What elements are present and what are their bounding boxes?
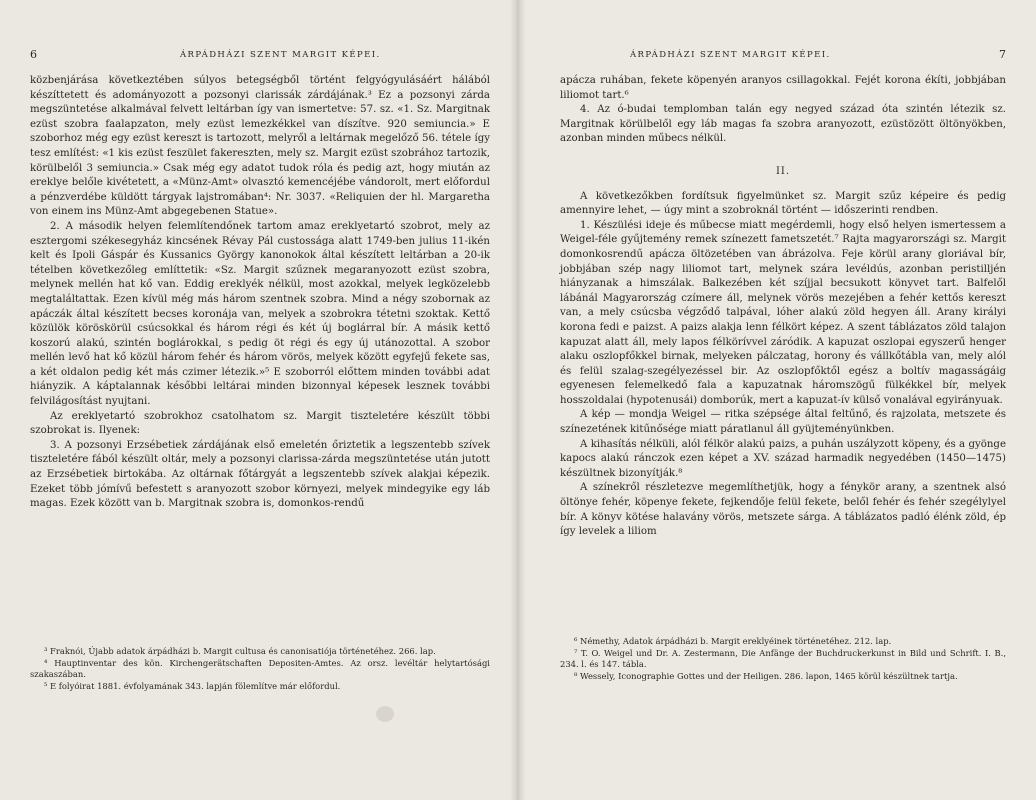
- right-paragraph: A kép — mondja Weigel — ritka szépsége által feltűnő, és rajzolata, metszete és színezetének kitűnősége miatt páratlanul áll gyüjteményünkben.: [560, 409, 1006, 436]
- right-paragraph: apácza ruhában, fekete köpenyén aranyos csillagokkal. Fejét korona ékíti, jobbjában liliomot tart.⁶: [560, 75, 1006, 101]
- left-page-body: [30, 74, 490, 512]
- left-footnotes: [30, 646, 490, 692]
- right-page: [518, 0, 1036, 800]
- footnote: ⁷ T. O. Weigel und Dr. A. Zestermann, Die Anfänge der Buchdruckerkunst in Bild und Schrift. I. B., 234. l. és 147. tábla.: [560, 647, 1006, 670]
- right-page-header: [518, 50, 1036, 64]
- right-running-title: ÁRPÁDHÁZI SZENT MARGIT KÉPEI.: [630, 50, 831, 60]
- right-paragraph: A kihasítás nélküli, alól félkör alakú paizs, a puhán uszályzott köpeny, és a gyönge kapocs alakú ránczok ezen képet a XV. század harmadik negyedében (1450—1475) készültnek bizonyítják.⁸: [560, 438, 1006, 479]
- right-paragraph: 4. Az ó-budai templomban talán egy negyed század óta szintén létezik sz. Margitnak körülbelől egy láb magas fa szobra aranyozott, ezüstözött öltönyökben, azonban minden műbecs nélkül.: [560, 104, 1006, 145]
- right-page-number: 7: [999, 48, 1006, 61]
- footnote: ⁴ Hauptinventar des kön. Kirchengerätschaften Depositen-Amtes. Az orsz. levéltár helytartósági szakaszában.: [30, 657, 490, 680]
- footnote: ⁵ E folyóirat 1881. évfolyamának 343. lapján fölemlítve már előfordul.: [44, 680, 341, 691]
- right-paragraph: A következőkben fordítsuk figyelmünket sz. Margit szűz képeire és pedig amennyire lehet, — úgy mint a szobroknál történt — időszerinti rendben.: [560, 190, 1006, 217]
- right-page-body: [560, 74, 1006, 540]
- left-page-header: [0, 50, 518, 64]
- left-paragraph: 3. A pozsonyi Erzsébetiek zárdájának első emeletén őriztetik a legszentebb szívek tiszteletére fából készült oltár, mely a pozsonyi clarissa-zárda megszüntetése után jutott az Erzsébetiek birtokába. Az oltárnak főtárgyát a legszentebb szívek alakjai képezik. Ezeket több jómívű befestett s aranyozott szobor környezi, melyek mindegyike egy láb magas. Ezek között van b. Margitnak szobra is, domonkos-rendű: [30, 439, 490, 510]
- left-paragraph: Az ereklyetartó szobrokhoz csatolhatom sz. Margit tiszteletére készült többi szobrokat is. Ilyenek:: [30, 410, 490, 437]
- right-paragraph: A színekről részletezve megemlíthetjük, hogy a fénykör arany, a szentnek alsó öltönye fehér, köpenye fekete, fejkendője felül fekete, belől fehér és fehér szegélylyel bír. A könyv kötése halavány vörös, metszete sárga. A táblázatos padló élénk zöld, ép így levelek a liliom: [560, 482, 1006, 538]
- section-numeral: II.: [775, 165, 791, 177]
- left-paragraph: 2. A második helyen felemlítendőnek tartom amaz ereklyetartó szobrot, mely az esztergomi székesegyház kincsének Révay Pál custossága alatt 1749-ben julius 11-ikén kelt és Ipoli Gáspár és Kussanics György kanonokok által készített leltárban a 20-ik tételben következőleg említtetik: «Sz. Margit szűznek megaranyozott ezüst szobra, melynek mellén hat kő van. Eddig ereklyék nélkül, most azokkal, melyek legközelebb megtaláltattak. Ezen kívül még más három szentnek szobra. Mind a négy szobornak az apáczák által készített becses koronája van, melyek a szobrokra tétetni szoktak. Kettő közülök köröskörül csúcsokkal és három régi és két új boglárral bír. A másik kettő koszorú alakú, szintén boglárokkal, s pedig öt régi és egy új utánozottal. A szobor mellén levő hat kő közül három fehér és három vörös, melyek között egyfejű fekete sas, a két oldalon pedig két más czimer létezik.»⁵ E szoborról előttem minden további adat hiányzik. A káptalannak későbbi leltárai minden bizonnyal képesek lesznek további felvilágosítást nyujtani.: [30, 220, 490, 408]
- book-gutter: [510, 0, 526, 800]
- right-footnotes: [560, 636, 1006, 682]
- footnote: ⁸ Wessely, Iconographie Gottes und der Heiligen. 286. lapon, 1465 körül készültnek tartja.: [574, 670, 958, 681]
- left-paragraph: közbenjárása következtében súlyos betegségből történt felgyógyulásáért hálából készíttetett és adományozott a pozsonyi clarissák zárdájának.³ Ez a pozsonyi zárda megszüntetése alkalmával felvett leltárban így van ismertetve: 57. sz. «1. Sz. Margitnak ezüst szobra faalapzaton, mely ezüst lemezkékkel van díszítve. 920 semiuncia.» E szoborhoz még egy ezüst kereszt is tartozott, melyről a leltárnak megelőző 56. tétele így tesz említést: «1 kis ezüst feszület fakereszten, mely sz. Margit ezüst szobrához tartozik, körülbelől 3 semiuncia.» Csak még egy adatot tudok róla és pedig azt, hogy miután az ereklye belőle kivétetett, a «Münz-Amt» olvasztó kemencéjébe vándorolt, mert előfordul a pénzverdébe küldött tárgyak lajstromában⁴: Nr. 3037. «Reliquien der hl. Margaretha von einem ins Münz-Amt abgegebenen Statue».: [30, 75, 490, 218]
- right-paragraph: 1. Készülési ideje és műbecse miatt megérdemli, hogy első helyen ismertessem a Weigel-féle gyűjtemény remek színezett fametszetét.⁷ Rajta magyarországi sz. Margit domonkosrendű apácza öltözetében van ábrázolva. Feje körül arany gloriával bír, jobbjában szép nagy liliomot tart, melynek szára levéldús, azonban peristilljén hiányzanak a himszálak. Balkezében két szíjjal becsukott könyvet tart. Balfelől lábánál Magyarország czímere áll, melynek vörös mezejében a fehér kettős kereszt van, a mely csúcsba végződő talpával, lóher alakú zöld hegyen áll. Arany királyi korona fedi e paizst. A paizs alakja lenn félkört képez. A szent táblázatos zöld talajon kapuzat alatt áll, mely lapos félkörívvel záródik. A kapuzat oszlopai egyszerű henger alaku oszlopfőkkel birnak, melyeken pálczatag, horony és vállkőtábla van, mely alól és felül szalag-szegélyezéssel bir. Az oszlopfőktől egész a boltív magasságáig egyenesen felemelkedő fala a kapuzatnak háromszögű fülkékkel bír, melyek hosszoldalai (hypotenusái) domborúk, mert a kapuzat-ív külső vonalával egyirányuak.: [560, 219, 1006, 406]
- left-running-title: ÁRPÁDHÁZI SZENT MARGIT KÉPEI.: [180, 50, 381, 60]
- footnote: ³ Fraknói, Újabb adatok árpádházi b. Margit cultusa és canonisatiója történetéhez. 266. lap.: [44, 646, 436, 656]
- footnote: ⁶ Némethy, Adatok árpádházi b. Margit ereklyéinek történetéhez. 212. lap.: [574, 636, 892, 646]
- left-page-number: 6: [30, 48, 37, 61]
- paper-stain: [376, 706, 394, 722]
